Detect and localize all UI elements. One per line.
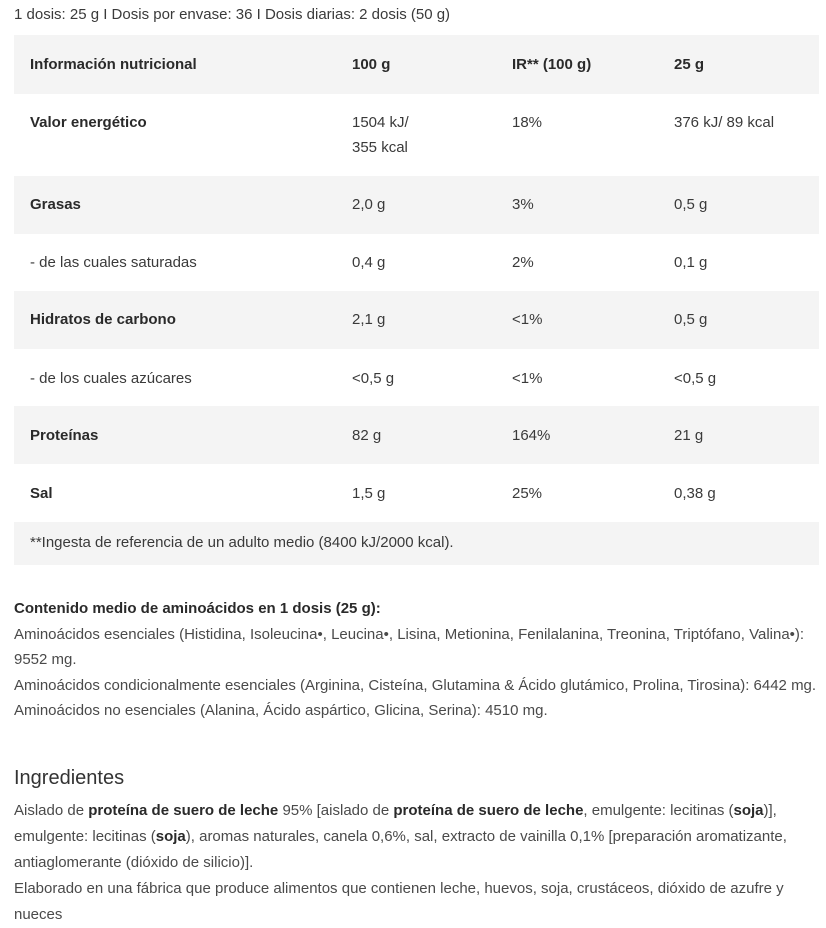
ingredients-text-part: ), aromas naturales, canela 0,6%, sal, extracto de vainilla 0,1% [preparación aromatizante, antiaglomerante (dióxido de silicio)]. xyxy=(14,828,787,871)
ingredients-heading: Ingredientes xyxy=(14,767,125,789)
row-label: - de las cuales saturadas xyxy=(30,254,197,271)
ingredients-text-part: Aislado de xyxy=(14,802,89,819)
ingredients-text-part: 95% [aislado de xyxy=(278,802,394,819)
row-value-25g: 0,38 g xyxy=(674,485,716,502)
row-value-25g: 0,5 g xyxy=(674,311,708,328)
row-label: Sal xyxy=(30,485,53,502)
row-label: Proteínas xyxy=(30,427,99,444)
amino-non-essential: Aminoácidos no esenciales (Alanina, Ácido aspártico, Glicina, Serina): 4510 mg. xyxy=(14,702,548,720)
row-value-25g: 21 g xyxy=(674,427,704,444)
row-label: Grasas xyxy=(30,196,81,213)
header-label: Información nutricional xyxy=(30,56,197,73)
table-row xyxy=(14,349,819,406)
allergen-whey: proteína de suero de leche xyxy=(393,802,584,819)
allergen-soy: soja xyxy=(155,828,186,845)
allergen-notice: Elaborado en una fábrica que produce alimentos que contienen leche, huevos, soja, crustáceos, dióxido de azufre y nueces xyxy=(14,880,784,923)
table-row xyxy=(14,291,819,349)
row-value-25g: <0,5 g xyxy=(674,370,717,387)
row-value-100g: 2,1 g xyxy=(352,311,386,328)
table-row xyxy=(14,406,819,464)
row-value-ir: <1% xyxy=(512,311,543,328)
row-value-25g: 376 kJ/ 89 kcal xyxy=(674,114,775,131)
row-value-100g: 1504 kJ/ xyxy=(352,114,409,131)
row-value-100g-line2: 355 kcal xyxy=(352,139,408,156)
row-value-ir: 164% xyxy=(512,427,551,444)
amino-title: Contenido medio de aminoácidos en 1 dosis (25 g): xyxy=(14,600,381,617)
ingredients-text xyxy=(14,798,819,928)
row-value-100g: <0,5 g xyxy=(352,370,395,387)
ingredients-text-part: )], emulgente: lecitinas ( xyxy=(14,802,777,845)
table-header-row xyxy=(14,35,819,94)
amino-section xyxy=(14,596,819,724)
table-row xyxy=(14,176,819,234)
table-row xyxy=(14,464,819,522)
row-value-100g: 1,5 g xyxy=(352,485,386,502)
ingredients-text-part: , emulgente: lecitinas ( xyxy=(583,802,734,819)
row-value-ir: 25% xyxy=(512,485,543,502)
row-label: Hidratos de carbono xyxy=(30,311,176,328)
table-row xyxy=(14,234,819,291)
row-value-ir: 2% xyxy=(512,254,534,271)
header-25g: 25 g xyxy=(674,56,705,73)
allergen-soy: soja xyxy=(733,802,764,819)
row-value-100g: 0,4 g xyxy=(352,254,386,271)
row-value-100g: 2,0 g xyxy=(352,196,386,213)
amino-essential: Aminoácidos esenciales (Histidina, Isoleucina•, Leucina•, Lisina, Metionina, Fenilalanina, Treonina, Triptófano, Valina•): 9552 mg. xyxy=(14,625,805,669)
row-value-100g: 82 g xyxy=(352,427,382,444)
nutrition-table xyxy=(14,35,819,565)
amino-conditional: Aminoácidos condicionalmente esenciales (Arginina, Cisteína, Glutamina & Ácido glutámico, Prolina, Tirosina): 6442 mg. xyxy=(14,676,817,694)
row-label: Valor energético xyxy=(30,114,147,131)
header-ir: IR** (100 g) xyxy=(512,56,592,73)
header-100g: 100 g xyxy=(352,56,391,73)
footnote: **Ingesta de referencia de un adulto medio (8400 kJ/2000 kcal). xyxy=(30,534,454,551)
row-value-ir: 3% xyxy=(512,196,534,213)
dose-info: 1 dosis: 25 g I Dosis por envase: 36 I Dosis diarias: 2 dosis (50 g) xyxy=(14,6,451,23)
ingredients-paragraph xyxy=(14,798,819,876)
row-value-ir: 18% xyxy=(512,114,543,131)
table-row xyxy=(14,94,819,176)
row-value-25g: 0,5 g xyxy=(674,196,708,213)
table-footnote-row xyxy=(14,522,819,565)
row-label: - de los cuales azúcares xyxy=(30,370,192,387)
row-value-25g: 0,1 g xyxy=(674,254,708,271)
allergen-whey: proteína de suero de leche xyxy=(88,802,279,819)
row-value-ir: <1% xyxy=(512,370,543,387)
